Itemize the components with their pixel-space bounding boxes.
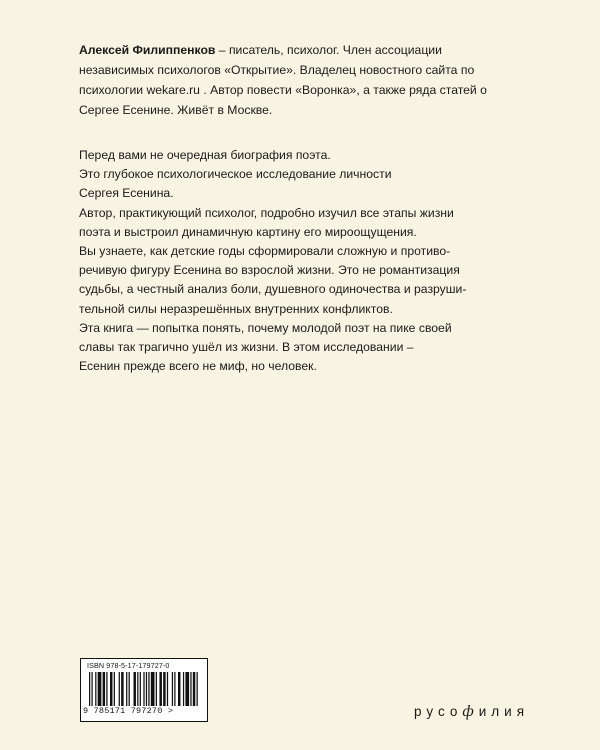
barcode-bar <box>172 672 173 706</box>
blurb-line: Это глубокое психологическое исследование личности <box>79 167 392 182</box>
barcode-bar <box>121 672 123 706</box>
barcode-bar <box>129 672 130 706</box>
barcode-bar <box>167 672 168 706</box>
blurb-line: славы так трагично ушёл из жизни. В этом исследовании – <box>79 340 414 355</box>
barcode-bar <box>91 672 92 706</box>
blurb-line: Вы узнаете, как детские годы сформировали сложную и противо- <box>79 244 451 259</box>
barcode-bar <box>137 672 138 706</box>
barcode-bar <box>98 672 102 706</box>
publisher-logo <box>414 703 529 721</box>
barcode-bar <box>95 672 96 706</box>
barcode-bar <box>193 672 195 706</box>
blurb-line: речивую фигуру Есенина во взрослой жизни. Это не романтизация <box>79 263 460 278</box>
isbn-label: ISBN 978-5-17-179727-0 <box>87 661 170 670</box>
publisher-stylized-letter: ф <box>462 703 479 720</box>
barcode-bar <box>156 672 157 706</box>
barcode-bar <box>183 672 184 706</box>
barcode <box>89 672 199 706</box>
barcode-bar <box>119 672 120 706</box>
author-name: Алексей Филиппенков <box>79 43 216 57</box>
barcode-bar <box>163 672 165 706</box>
author-bio-text: – писатель, психолог. Член ассоциации независимых психологов «Открытие». Владелец новостного сайта по психологии wekare.ru . Автор повести «Воронка», а также ряда статей о Сергее Есенине. Живёт в Москве. <box>79 43 487 117</box>
barcode-bar <box>110 672 112 706</box>
blurb-line: поэта и выстроил динамичную картину его мироощущения. <box>79 224 417 239</box>
blurb-line: Эта книга — попытка понять, почему молодой поэт на пике своей <box>79 320 452 335</box>
blurb-line: Автор, практикующий психолог, подробно изучил все этапы жизни <box>79 205 454 220</box>
barcode-bar <box>133 672 135 706</box>
author-bio <box>79 40 519 120</box>
isbn-barcode-box <box>80 658 208 722</box>
blurb-line: Есенин прежде всего не миф, но человек. <box>79 359 317 374</box>
barcode-graphic <box>89 672 199 706</box>
publisher-suffix: илия <box>478 704 530 719</box>
book-description <box>79 146 524 376</box>
blurb-line: тельной силы неразрешённых внутренних конфликтов. <box>79 301 393 316</box>
barcode-bar <box>190 672 191 706</box>
barcode-bar <box>159 672 161 706</box>
barcode-bar <box>140 672 141 706</box>
barcode-bar <box>151 672 155 706</box>
publisher-prefix: русо <box>414 704 463 719</box>
barcode-bar <box>178 672 180 706</box>
barcode-bar <box>89 672 90 706</box>
barcode-bar <box>106 672 107 706</box>
barcode-bar <box>197 672 198 706</box>
barcode-bar <box>143 672 144 706</box>
barcode-bar <box>146 672 147 706</box>
blurb-line: Сергея Есенина. <box>79 186 174 201</box>
blurb-line: судьбы, а честный анализ боли, душевного одиночества и разруши- <box>79 282 467 297</box>
barcode-bar <box>174 672 175 706</box>
barcode-bar <box>103 672 105 706</box>
barcode-bar <box>114 672 115 706</box>
barcode-bar <box>148 672 149 706</box>
barcode-bar <box>126 672 127 706</box>
barcode-digits: 9 785171 797270 > <box>83 706 174 716</box>
blurb-line: Перед вами не очередная биография поэта. <box>79 148 331 162</box>
barcode-bar <box>185 672 189 706</box>
